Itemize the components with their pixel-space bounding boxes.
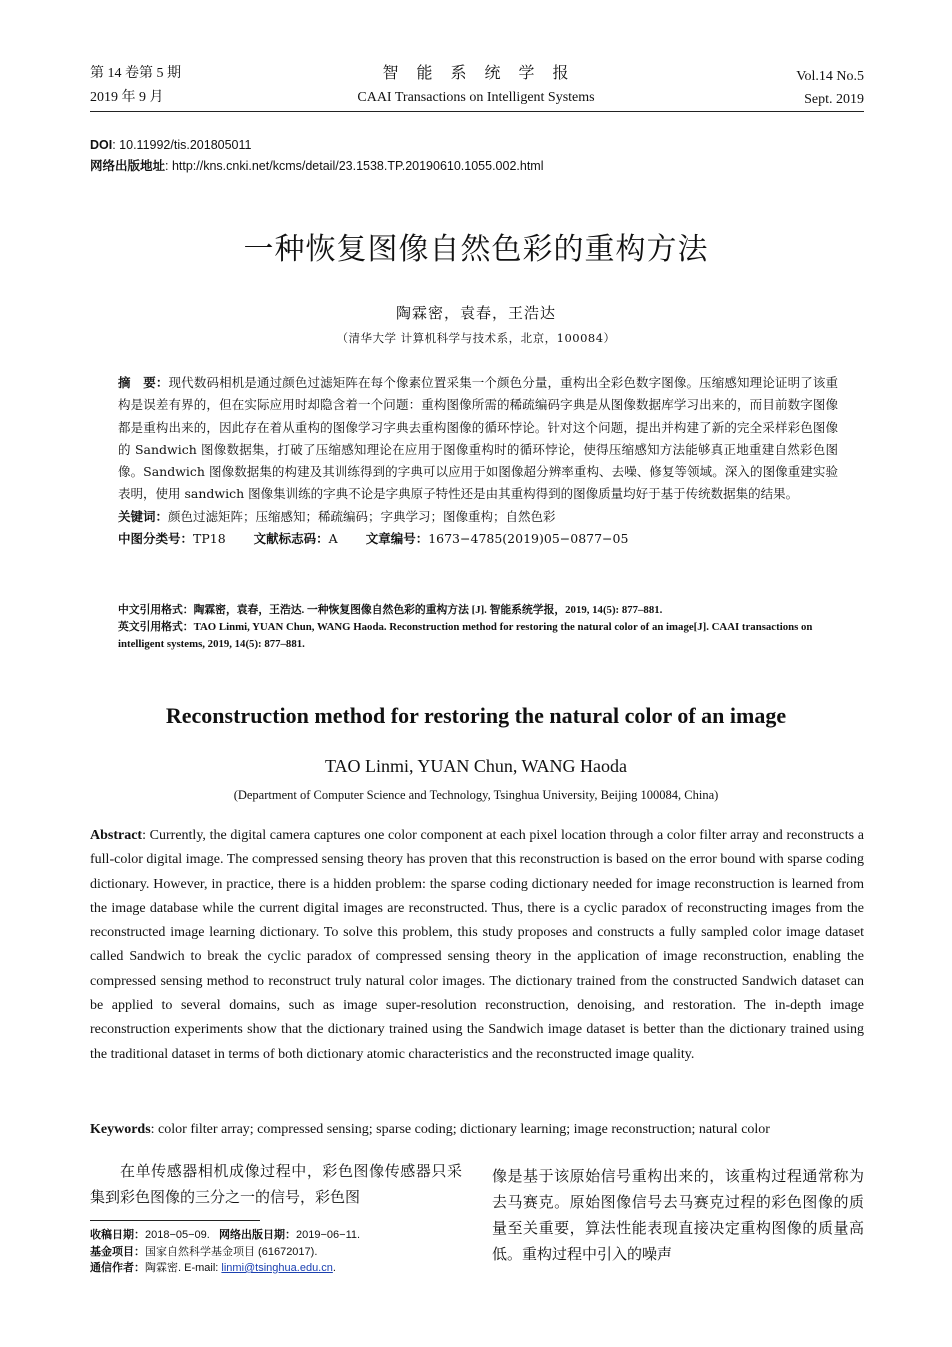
body-left-column: 在单传感器相机成像过程中，彩色图像传感器只采集到彩色图像的三分之一的信号，彩色图 [90,1162,462,1206]
clc-label: 中图分类号： [118,530,194,546]
keywords-cn-label: 关键词： [118,508,169,524]
abstract-cn-text: 现代数码相机是通过颜色过滤矩阵在每个像素位置采集一个颜色分量，重构出全彩色数字图像。压缩感知理论证明了该重构是误差有界的，但在实际应用时却隐含着一个问题：重构图像所需的稀疏编码字典是从图像数据库学习出来的，而目前数字图像都是重构出来的，因此存在着从重构的图像学习字典去重构图像的循环悖论。针对这个问题，提出并构建了新的完全采样彩色图像的 Sandwich 图像数据集，打破了压缩感知理论在应用于图像重构时的循环悖论，使得压缩感知方法能够真正地重建自然彩色图像。Sandwich 图像数据集的构建及其训练得到的字典可以应用于如图像超分辨率重构、去噪、修复等领域。深入的图像重建实验表明，使用 sandwich 图像集训练的字典不论是字典原子特性还是由其重构得到的图像质量均好于基于传统数据集的结果。 [118,375,838,502]
published-value: 2019−06−11. [296,1229,361,1241]
citation-en-text: TAO Linmi, YUAN Chun, WANG Haoda. Reconstruction method for restoring the natural color of an image[J]. CAAI transactions on intelligent systems, 2019, 14(5): 877–881. [118,621,813,650]
paper-title-en: Reconstruction method for restoring the natural color of an image [165,703,787,728]
abstract-cn-label: 摘 要： [118,375,169,390]
abstract-cn-paragraph [118,372,838,506]
published-label: 网络出版日期： [219,1229,297,1241]
footnote-fund [90,1244,470,1261]
footnote-dates [90,1227,470,1244]
header-date-cn: 2019 年 9 月 [90,90,164,105]
header-volume-en: Vol.14 No.5 [796,69,864,84]
received-value: 2018−05−09. [145,1229,210,1241]
header-volume-cn: 第 14 卷第 5 期 [90,66,181,81]
doi-label: DOI [90,138,113,152]
fund-label: 基金项目： [90,1245,145,1258]
classification-line [118,528,838,550]
paper-title-cn: 一种恢复图像自然色彩的重构方法 [243,232,709,267]
body-right-column: 像是基于该原始信号重构出来的，该重构过程通常称为去马赛克。原始图像信号去马赛克过程的彩色图像的质量至关重要，算法性能表现直接决定重构图像的质量高低。重构过程中引入的噪声 [492,1167,864,1263]
corresponding-author-value: 陶霖密. E-mail: [145,1262,222,1274]
keywords-cn-text: 颜色过滤矩阵；压缩感知；稀疏编码；字典学习；图像重构；自然色彩 [168,508,556,524]
affiliation-cn: （清华大学 计算机科学与技术系，北京，100084） [336,331,616,345]
citation-cn-text: 陶霖密，袁春，王浩达. 一种恢复图像自然色彩的重构方法 [J]. 智能系统学报，2019, 14(5): 877–881. [193,604,663,616]
online-address-line [90,157,544,176]
citation-cn-label: 中文引用格式： [118,604,194,616]
doi-value[interactable]: : 10.11992/tis.201805011 [112,138,252,152]
authors-cn: 陶霖密，袁春，王浩达 [395,304,556,322]
article-no-label: 文章编号： [365,530,429,546]
doc-code-label: 文献标志码： [253,530,329,546]
footnote-author [90,1260,470,1277]
citation-en-label: 英文引用格式： [118,621,194,633]
citation-en [118,619,848,653]
keywords-en-text: : color filter array; compressed sensing; sparse coding; dictionary learning; image reconstruction; natural color [150,1122,770,1137]
affiliation-en: (Department of Computer Science and Technology, Tsinghua University, Beijing 100084, China) [233,788,719,802]
received-label: 收稿日期： [90,1229,145,1241]
abstract-en-label: Abstract [90,828,143,843]
footnote-rule [90,1220,260,1221]
citation-cn [118,602,848,619]
keywords-en [90,1119,864,1141]
clc-value: TP18 [193,530,226,546]
header-journal-en: CAAI Transactions on Intelligent Systems [357,90,595,105]
authors-en: TAO Linmi, YUAN Chun, WANG Haoda [324,756,628,776]
doi-line [90,136,251,155]
keywords-cn [118,506,838,528]
abstract-en [90,824,864,1067]
keywords-en-label: Keywords [90,1122,151,1137]
fund-value: 国家自然科学基金项目 (61672017). [145,1245,318,1258]
abstract-cn [118,372,838,550]
corresponding-author-label: 通信作者： [90,1262,145,1274]
email-link[interactable]: linmi@tsinghua.edu.cn [221,1262,333,1274]
citation-block [118,602,848,653]
header-rule [90,111,864,112]
article-no-value: 1673−4785(2019)05−0877−05 [428,530,629,546]
email-end: . [332,1262,336,1274]
footnote [90,1227,470,1277]
online-address-value[interactable]: : http://kns.cnki.net/kcms/detail/23.1538.TP.20190610.1055.002.html [165,159,544,173]
header-journal-cn: 智 能 系 统 学 报 [382,65,570,82]
doc-code-value: A [328,530,338,546]
abstract-en-text: : Currently, the digital camera captures one color component at each pixel location through a color filter array and reconstructs a full-color digital image. The compressed sensing theory has proven that this reconstruction is based on the error bound with sparse coding dictionary. However, in practice, there is a hidden problem: the sparse coding dictionary needed for image reconstruction is learned from the image database while the current digital images are reconstructed. Thus, there is a cyclic paradox of reconstructing images from the reconstructed image learning dictionary. To solve this problem, this study proposes and constructs a fully sampled color image dataset called Sandwich to break the cyclic paradox of compressed sensing theory in the application of image reconstruction, enabling the compressed sensing method to reconstruct truly natural color images. The dictionary trained from the constructed Sandwich dataset can be applied to several domains, such as image super-resolution reconstruction, denoising, and restoration. The in-depth image reconstruction experiments show that the dictionary trained using the Sandwich image dataset is better than the dictionary trained using the traditional dataset in terms of both dictionary atomic characteristics and the reconstructed image quality. [90,828,864,1062]
online-address-label: 网络出版地址 [90,159,166,173]
header-date-en: Sept. 2019 [804,92,864,107]
